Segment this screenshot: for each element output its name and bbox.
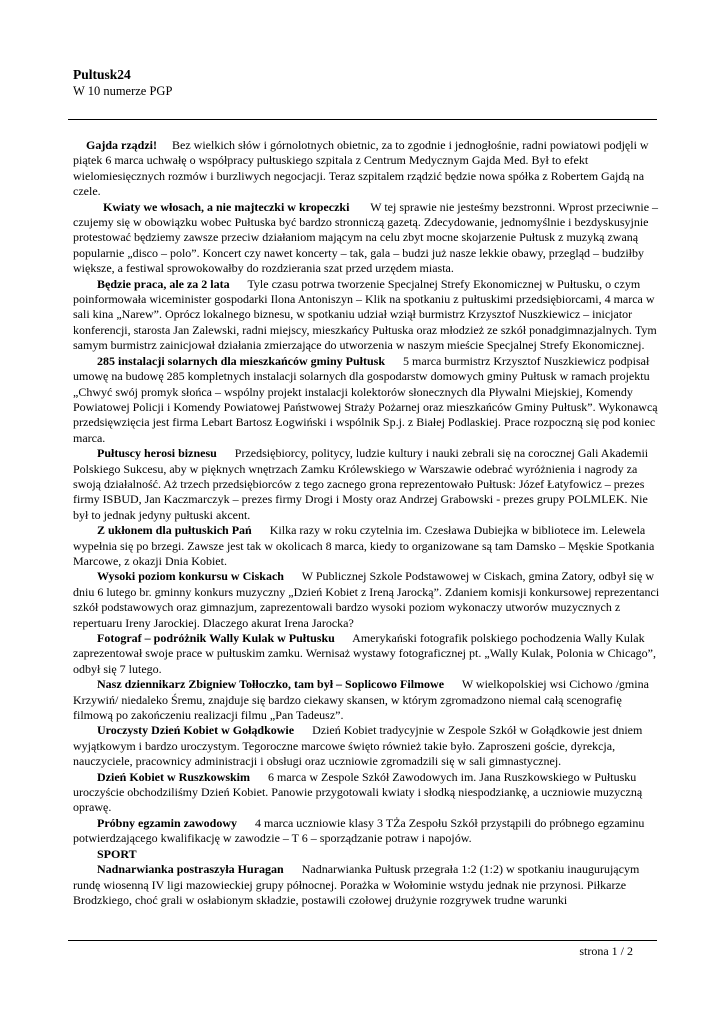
article-paragraph <box>73 523 661 569</box>
article-title: Uroczysty Dzień Kobiet w Gołądkowie <box>97 723 295 738</box>
article-title: Pułtuscy herosi biznesu <box>97 446 217 461</box>
page-number: strona 1 / 2 <box>579 944 633 958</box>
page-header <box>73 66 663 99</box>
article-title: Gajda rządzi! <box>86 138 157 152</box>
article-title: Wysoki poziom konkursu w Ciskach <box>97 569 284 584</box>
article-title: Z ukłonem dla pułtuskich Pań <box>97 523 252 538</box>
article-text: W tej sprawie nie jesteśmy bezstronni. Wprost przeciwnie – czujemy się w obowiązku wobec Pułtuska być bardzo stronniczą gazetą. Zdecydowanie, jednomyślnie i bezdyskusyjnie protestować będziemy zawsze przeciw działaniom mającym na celu zbyt mocne skojarzenie Pułtusk z muzyką zwaną popularnie „disco – polo”. Koncert czy nawet koncerty – tak, gala – budzi już nasze lekkie obawy, przegląd – budziłby większe, a festiwal sprowokowałby do rozdzierania szat przed urzędem miasta. <box>73 199 659 276</box>
article-paragraph <box>73 862 661 908</box>
section-heading: SPORT <box>97 846 137 861</box>
article-title: Nasz dziennikarz Zbigniew Tołłoczko, tam był – Soplicowo Filmowe <box>97 677 445 692</box>
article-text: Przedsiębiorcy, politycy, ludzie kultury i nauki zebrali się na corocznej Gali Akademii Polskiego Sukcesu, aby w pięknych wnętrzach Zamku Królewskiego w Warszawie odebrać wyróżnienia i nagrody za swoją działalność. Aż trzech przedsiębiorców z tego zacnego grona reprezentowało Pułtusk: Józef Łatyfowicz – prezes firmy ISBUD, Jan Kaczmarczyk – prezes firmy Drogi i Mosty oraz Andrzej Grabowski - prezes grupy POLMLEK. Nie był to jednak jedyny pułtuski akcent. <box>73 446 649 522</box>
article-text: Kilka razy w roku czytelnia im. Czesława Dubiejka w bibliotece im. Lelewela wypełnia się po brzegi. Zawsze jest tak w okolicach 8 marca, kiedy to organizowane są tam Damsko – Męskie Spotkania Marcowe, z okazji Dnia Kobiet. <box>73 523 655 568</box>
article-paragraph <box>73 631 661 677</box>
article-text: 4 marca uczniowie klasy 3 TŻa Zespołu Szkół przystąpili do próbnego egzaminu potwierdzającego kwalifikację w zawodzie – T 6 – sporządzanie potraw i napojów. <box>73 815 645 846</box>
bottom-divider <box>68 940 657 941</box>
article-text: W Publicznej Szkole Podstawowej w Ciskach, gmina Zatory, odbył się w dniu 6 lutego br. gminny konkurs muzyczny „Dzień Kobiet z Ireną Jarocką”. Zdaniem komisji konkursowej reprezentanci szkół podstawowych oraz gimnazjum, zaprezentowali bardzo wysoki poziom wykonaczy utworów muzycznych z repertuaru Ireny Jarockiej. Dlaczego akurat Irena Jarocka? <box>73 569 660 630</box>
article-title: Dzień Kobiet w Ruszkowskim <box>97 769 251 784</box>
article-paragraph <box>73 677 661 723</box>
article-paragraph <box>73 138 661 200</box>
article-title: Próbny egzamin zawodowy <box>97 815 237 830</box>
article-title: Fotograf – podróżnik Wally Kulak w Pułtusku <box>97 631 335 645</box>
article-paragraph <box>73 816 661 847</box>
article-text: Tyle czasu potrwa tworzenie Specjalnej Strefy Ekonomicznej w Pułtusku, o czym poinformowała wiceminister gospodarki Ilona Antoniszyn – Klik na spotkaniu z pułtuskimi przedsiębiorcami, 4 marca w sali kina „Narew”. Oprócz lokalnego biznesu, w spotkaniu udział wziął burmistrz Krzysztof Nuszkiewicz – inicjator konferencji, starosta Jan Zalewski, radni miejscy, mieszkańcy Pułtuska oraz młodzież ze szkół ponadgimnazjalnych. Tym samym burmistrz zainicjował działania zmierzające do utworzenia w naszym mieście Specjalnej Strefy Ekonomicznej. <box>73 276 657 353</box>
article-body <box>73 138 661 908</box>
article-paragraph <box>73 277 661 354</box>
article-paragraph <box>73 446 661 523</box>
article-title: Nadnarwianka postraszyła Huragan <box>97 862 284 877</box>
article-text: Dzień Kobiet tradycyjnie w Zespole Szkół w Gołądkowie jest dniem wyjątkowym i bardzo uroczystym. Tegoroczne marcowe święto również takie było. Zaproszeni goście, dyrekcja, nauczyciele, pracownicy administracji i obsługi oraz uczniowie zgromadzili się w sali gimnastycznej. <box>73 723 643 769</box>
article-paragraph <box>73 723 661 769</box>
article-paragraph <box>73 770 661 816</box>
article-paragraph <box>73 354 661 446</box>
article-text: 6 marca w Zespole Szkół Zawodowych im. Jana Ruszkowskiego w Pułtusku uroczyście obchodziliśmy Dzień Kobiet. Panowie przygotowali kwiaty i słodką niespodziankę, a uczniowie muzyczną oprawę. <box>73 769 643 815</box>
article-paragraph <box>73 569 661 631</box>
article-title: 285 instalacji solarnych dla mieszkańców gminy Pułtusk <box>97 353 386 368</box>
top-divider <box>68 119 657 120</box>
site-title: Pultusk24 <box>73 67 131 82</box>
article-paragraph <box>73 200 661 277</box>
article-title: Kwiaty we włosach, a nie majteczki w kropeczki <box>103 199 350 214</box>
issue-line: W 10 numerze PGP <box>73 84 173 98</box>
article-text: Amerykański fotografik polskiego pochodzenia Wally Kulak zaprezentował swoje prace w pułtuskim zamku. Wernisaż wystawy fotograficznej pt. „Wally Kulak, Polonia w Chicago”, odbył się 7 lutego. <box>73 631 656 676</box>
article-text: Bez wielkich słów i górnolotnych obietnic, za to zgodnie i jednogłośnie, radni powiatowi podjęli w piątek 6 marca uchwałę o współpracy pułtuskiego szpitala z Centrum Medycznym Gajda Med. Był to efekt wielomiesięcznych rozmów i burzliwych negocjacji. Teraz szpitalem rządzić będzie nowa spółka z Robertem Gajdą na czele. <box>73 138 649 199</box>
article-title: Będzie praca, ale za 2 lata <box>97 276 230 291</box>
article-text: 5 marca burmistrz Krzysztof Nuszkiewicz podpisał umowę na budowę 285 kompletnych instalacji solarnych dla gospodarstw domowych gminy Pułtusk w ramach projektu „Chwyć swój promyk słońca – wspólny projekt instalacji kolektorów słonecznych dla Pływalni Miejskiej, Komendy Powiatowej Policji i Komendy Powiatowej Państwowej Straży Pożarnej oraz mieszkańców Gminy Pułtusk”. Wykonawcą przedsięwzięcia jest firma Lebart Bartosz Łogwiński i wspólnik Sp.j. z Białej Podlaskiej. Prace rozpoczną się pod koniec marca. <box>73 353 658 445</box>
article-text: Nadnarwianka Pułtusk przegrała 1:2 (1:2) w spotkaniu inaugurującym rundę wiosenną IV ligi mazowieckiej grupy północnej. Porażka w Wołominie wstydu jednak nie przynosi. Piłkarze Brodzkiego, choć grali w osłabionym składzie, postawili czołowej drużynie rozgrywek trudne warunki <box>73 862 640 907</box>
article-text: W wielkopolskiej wsi Cichowo /gmina Krzywiń/ niedaleko Śremu, znajduje się bardzo ciekawy skansen, w którym zgromadzono niemal całą scenografię filmową po zakończeniu realizacji filmu „Pan Tadeusz”. <box>73 677 649 723</box>
